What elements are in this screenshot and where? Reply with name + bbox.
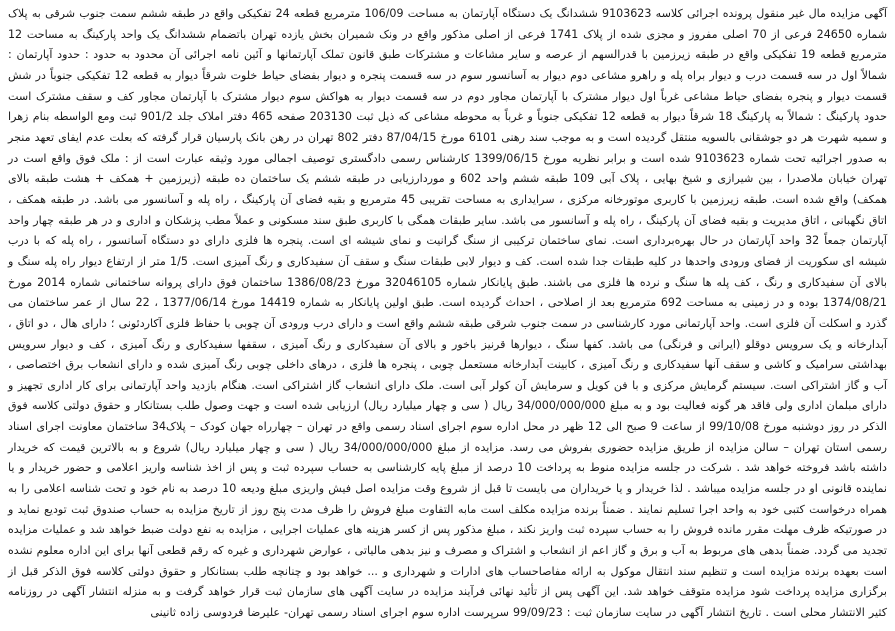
auction-notice-text: آگهی مزایده مال غیر منقول پرونده اجرائی کلاسه 9103623 ششدانگ یک دستگاه آپارتمان به مساحت 106/09 مترمربع قطعه 24 تفکیکی واقع در طبقه ششم سمت جنوب شرقی به پلاک شماره 24650 فرعی از 70 اصلی مفروز و مجزی شده از پلاک 1741 فرعی از اصلی مذکور واقع در ونک شمیران بخش یازده تهران باتضمام ششدانگ یک واحد پارکینگ به مساحت 12 مترمربع قطعه 19 تفکیکی واقع در طبقه زیرزمین با قدرالسهم از عرصه و سایر مشاعات و مشترکات طبق قانون تملک آپارتمانها و آئین نامه اجرائی آن محدود به حدود : حدود آپارتمان : شمالاً اول در سه قسمت درب و دیوار براه پله و راهرو مشاعی دوم دیوار به آسانسور سوم در سه قسمت پنجره و دیوار بفضای حیاط خلوت شرقاً دیوار به قطعه 12 تفکیکی جنوباً در شش قسمت دیوار و پنجره بفضای حیاط مشاعی غرباً اول دیوار مشترک با آپارتمان مجاور دوم در سه قسمت دیوار به هواکش سوم دیوار مشترک با آپارتمان مجاور کف و سقف مشترک است حدود پارکینگ : شمالاً به پارکینگ 18 شرقاً دیوار به قطعه 12 تفکیکی جنوباً و غرباً به محوطه مشاعی که ذیل ثبت 203130 صفحه 465 دفتر املاک جلد 901/2 ثبت ومع الواسطه بنام زهرا و سمیه شهرت هر دو جوشقانی بالسویه منتقل گردیده است و به موجب سند رهنی 6101 مورخ 87/04/15 دفتر 802 تهران در رهن بانک پارسیان قرار گرفته که بعلت عدم ایفای تعهد منجر به صدور اجرائیه تحت شماره 9103623 شده است و برابر نظریه مورخ 1399/06/15 کارشناس رسمی دادگستری توصیف اجمالی مورد وثیقه عبارت است از : ملک فوق واقع است در تهران خیابان ملاصدرا ، بین شیرازی و شیخ بهایی ، پلاک آبی 109 طبقه ششم واحد 602 و موردارزیابی در طبقه ششم یک ساختمان ده طبقه (زیرزمین + همکف + هشت طبقه بالای همکف) واقع شده است. طبقه زیرزمین با کاربری موتورخانه مرکزی ، سرایداری به مساحت تقریبی 45 مترمربع و بقیه فضای آن پارکینگ ، راه پله و آسانسور می باشد. در طبقه همکف ، اتاق نگهبانی ، اتاق مدیریت و بقیه فضای آن پارکینگ ، راه پله و آسانسور می باشد. سایر طبقات همگی با کاربری طبق سند مسکونی و عملاً مطب پزشکان و اداری و در هر طبقه چهار واحد آپارتمان جمعاً 32 واحد آپارتمان در حال بهره‌برداری است. نمای ساختمان ترکیبی از سنگ گرانیت و نمای شیشه ای است. پنجره ها فلزی دارای دو دستگاه آسانسور ، راه پله که با درب شیشه ای سکوریت از فضای ورودی واحدها در کلیه طبقات جدا شده است. کف و دیوار لابی طبقات سنگ و سقف آن سفیدکاری و رنگ آمیزی است. 1/5 متر از ارتفاع دیوار راه پله سنگ و بالای آن سفیدکاری و رنگ ، کف پله ها سنگ و نرده ها فلزی می باشند. طبق پایانکار شماره 32046105 مورخ 1386/08/23 ساختمان فوق دارای پروانه ساختمانی شماره 2014 مورخ 1374/08/21 بوده و در زمینی به مساحت 692 مترمربع بعد از اصلاحی ، احداث گردیده است. طبق اولین پایانکار به شماره 14419 مورخ 1377/06/14 ، 22 سال از عمر ساختمان می گذرد و اسکلت آن فلزی است. واحد آپارتمانی مورد کارشناسی در سمت جنوب شرقی طبقه ششم واقع است و دارای درب ورودی آن چوبی با حفاظ فلزی آکاردئونی ؛ دارای هال ، دو اتاق ، آبدارخانه و یک سرویس دوقلو (ایرانی و فرنگی) می باشد. کفها سنگ ، دیوارها قرنیز باخور و بالای آن سفیدکاری و رنگ آمیزی ، سقفها سفیدکاری و رنگ آمیزی ، کف و دیوار سرویس بهداشتی سرامیک و کاشی و سقف آنها سفیدکاری و رنگ آمیزی ، کابینت آبدارخانه مستعمل چوبی ، پنجره ها فلزی ، درهای داخلی چوبی رنگ آمیزی شده و دارای انشعاب برق اختصاصی ، آب و گاز اشتراکی است. سیستم گرمایش مرکزی و با فن کویل و سرمایش آن کولر آبی است. ملک دارای انشعاب گاز اشتراکی است. هنگام بازدید واحد آپارتمانی برای کار اداری تجهیز و دارای مبلمان اداری ولی فاقد هر گونه فعالیت بود و به مبلغ 34/000/000/000 ریال ( سی و چهار میلیارد ریال) ارزیابی شده است و جهت وصول طلب بستانکار و حقوق دولتی کلاسه فوق الذکر در روز دوشنبه مورخ 99/10/08 از ساعت 9 صبح الی 12 ظهر در محل اداره سوم اجرای اسناد رسمی واقع در تهران – چهارراه جهان کودک – پلاک34 ساختمان معاونت اجرای اسناد رسمی استان تهران – سالن مزایده از طریق مزایده حضوری بفروش می رسد. مزایده از مبلغ 34/000/000/000 ریال ( سی و چهار میلیارد ریال) شروع و به بالاترین قیمت که خریدار داشته باشد فروخته خواهد شد . شرکت در جلسه مزایده منوط به پرداخت 10 درصد از مبلغ پایه کارشناسی به حساب سپرده ثبت و پس از اخذ شناسه واریز اعلامی و حضور خریدار و یا نماینده قانونی او در جلسه مزایده میباشد . لذا خریدار و یا خریداران می بایست تا قبل از شروع وقت مزایده اصل فیش واریزی مبلغ ودیعه 10 درصد به نام خود و تحت شناسه اعلامی را به همراه درخواست کتبی خود به واحد اجرا تسلیم نمایند . ضمناً برنده مزایده مکلف است مابه التفاوت مبلغ فروش را ظرف مدت پنج روز از تاریخ مزایده به حساب صندوق ثبت تودیع نماید و در صورتیکه ظرف مهلت مقرر مانده فروش را به حساب سپرده ثبت واریز نکند ، مبلغ مذکور پس از کسر هزینه های عملیات اجرایی ، مزایده به نفع دولت ضبط خواهد شد و عملیات مزایده تجدید می گردد. ضمناً بدهی های مربوط به آب و برق و گاز اعم از انشعاب و اشتراک و مصرف و نیز بدهی مالیاتی ، عوارض شهرداری و غیره که رقم قطعی آنها برای این اداره معلوم نشده است بعهده برنده مزایده است و تنظیم سند انتقال موکول به ارائه مفاصاحساب های ادارات و شهرداری و ... خواهد بود و چنانچه طلب بستانکار و حقوق دولتی کلاسه فوق الذکر قبل از برگزاری مزایده پرداخت شود مزایده متوقف خواهد شد. این آگهی پس از تأئید نهائی فرآیند مزایده در سایت آگهی های سازمان ثبت قرار خواهد گرفت و به منزله انتشار آگهی در روزنامه کثیر الانتشار محلی است . تاریخ انتشار آگهی در سایت سازمان ثبت : 99/09/23 سرپرست اداره سوم اجرای اسناد رسمی تهران- علیرضا فردوسی زاده ثانینی [8, 7, 888, 620]
